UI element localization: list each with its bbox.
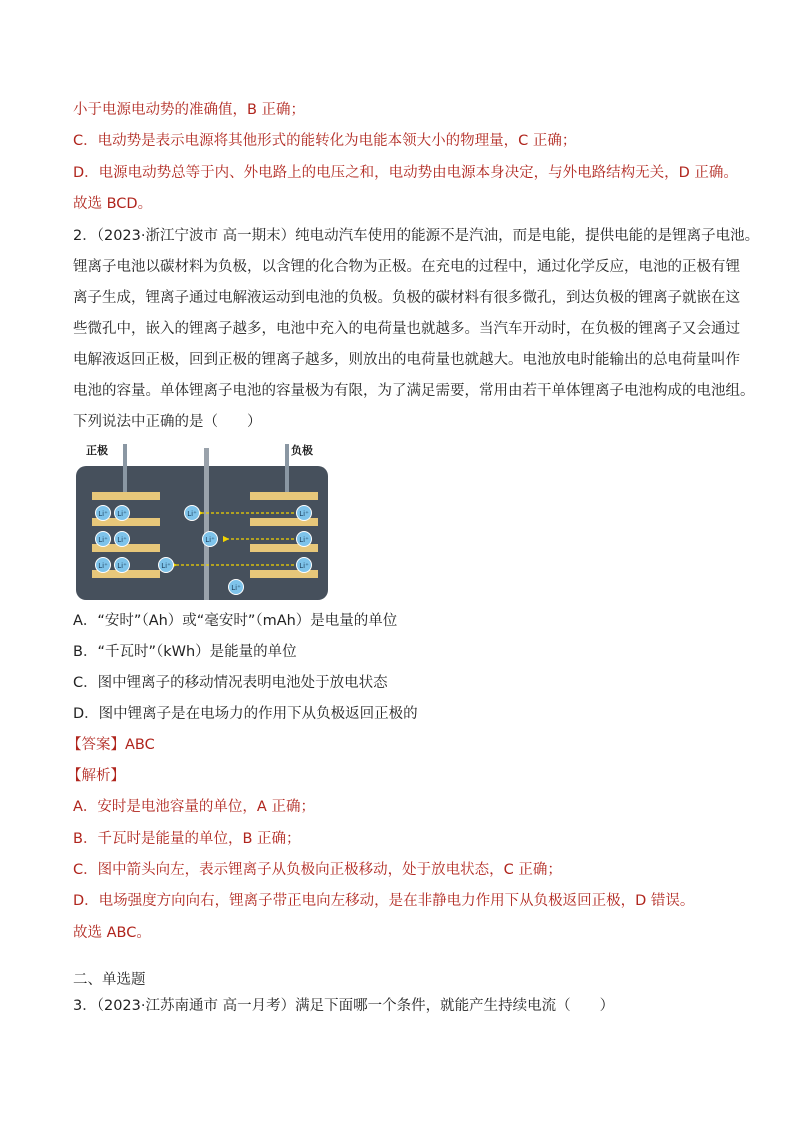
lithium-ion-label: Li⁺ <box>299 536 309 544</box>
option-c: C．图中锂离子的移动情况表明电池处于放电状态 <box>73 675 388 691</box>
lithium-battery-diagram <box>76 440 328 600</box>
analysis-line-b: B．千瓦时是能量的单位，B 正确； <box>73 831 301 847</box>
question-2-line-3: 离子生成，锂离子通过电解液运动到电池的负极。负极的碳材料有很多微孔，到达负极的锂离子就嵌在这 <box>73 290 740 306</box>
analysis-line-d: D．电场强度方向向右，锂离子带正电向左移动，是在非静电力作用下从负极返回正极，D 错误。 <box>73 893 695 909</box>
lithium-ion-label: Li⁺ <box>187 510 197 518</box>
lithium-ion-label: Li⁺ <box>231 584 241 592</box>
answer-label: 【答案】ABC <box>67 737 155 753</box>
analysis-line-a: A．安时是电池容量的单位，A 正确； <box>73 799 315 815</box>
positive-electrode-lead <box>123 444 127 494</box>
lithium-ion-label: Li⁺ <box>205 536 215 544</box>
lithium-ion-label: Li⁺ <box>98 562 108 570</box>
prev-answer-line-3: D．电源电动势总等于内、外电路上的电压之和，电动势由电源本身决定，与外电路结构无关，D 正确。 <box>73 165 738 181</box>
battery-case <box>76 466 328 600</box>
option-b: B．“千瓦时”（kWh）是能量的单位 <box>73 644 297 660</box>
lithium-ion-label: Li⁺ <box>117 536 127 544</box>
negative-electrode-lead <box>285 444 289 494</box>
lithium-ion-label: Li⁺ <box>98 510 108 518</box>
question-2-line-1: 2．（2023·浙江宁波市 高一期末）纯电动汽车使用的能源不是汽油，而是电能，提供电能的是锂离子电池。 <box>73 228 760 244</box>
lithium-ion-label: Li⁺ <box>117 562 127 570</box>
question-2-line-7: 下列说法中正确的是（ ） <box>73 414 262 430</box>
question-2-line-2: 锂离子电池以碳材料为负极，以含锂的化合物为正极。在充电的过程中，通过化学反应，电池的正极有锂 <box>73 259 740 275</box>
separator <box>204 448 209 600</box>
option-a: A．“安时”（Ah）或“毫安时”（mAh）是电量的单位 <box>73 613 398 629</box>
prev-answer-line-2: C．电动势是表示电源将其他形式的能转化为电能本领大小的物理量，C 正确； <box>73 133 577 149</box>
prev-answer-conclusion: 故选 BCD。 <box>73 196 153 212</box>
lithium-ion-label: Li⁺ <box>299 510 309 518</box>
analysis-title: 【解析】 <box>67 768 125 784</box>
question-2-line-6: 电池的容量。单体锂离子电池的容量极为有限，为了满足需要，常用由若干单体锂离子电池构成的电池组。 <box>73 383 755 399</box>
question-2-line-4: 些微孔中，嵌入的锂离子越多，电池中充入的电荷量也就越多。当汽车开动时，在负极的锂离子又会通过 <box>73 321 740 337</box>
option-d: D．图中锂离子是在电场力的作用下从负极返回正极的 <box>73 706 418 722</box>
question-2-line-5: 电解液返回正极，回到正极的锂离子越多，则放出的电荷量也就越大。电池放电时能输出的总电荷量叫作 <box>73 352 740 368</box>
lithium-ion-label: Li⁺ <box>161 562 171 570</box>
lithium-ion-label: Li⁺ <box>98 536 108 544</box>
section-title-single-choice: 二、单选题 <box>73 972 146 988</box>
positive-electrode-label: 正极 <box>86 444 108 457</box>
lithium-ion-label: Li⁺ <box>117 510 127 518</box>
prev-answer-line-1: 小于电源电动势的准确值，B 正确； <box>73 102 306 118</box>
negative-electrode-label: 负极 <box>291 444 313 457</box>
analysis-conclusion: 故选 ABC。 <box>73 925 151 941</box>
question-3-line-1: 3．（2023·江苏南通市 高一月考）满足下面哪一个条件，就能产生持续电流（ ） <box>73 998 615 1014</box>
analysis-line-c: C．图中箭头向左，表示锂离子从负极向正极移动，处于放电状态，C 正确； <box>73 862 562 878</box>
lithium-ion-label: Li⁺ <box>299 562 309 570</box>
